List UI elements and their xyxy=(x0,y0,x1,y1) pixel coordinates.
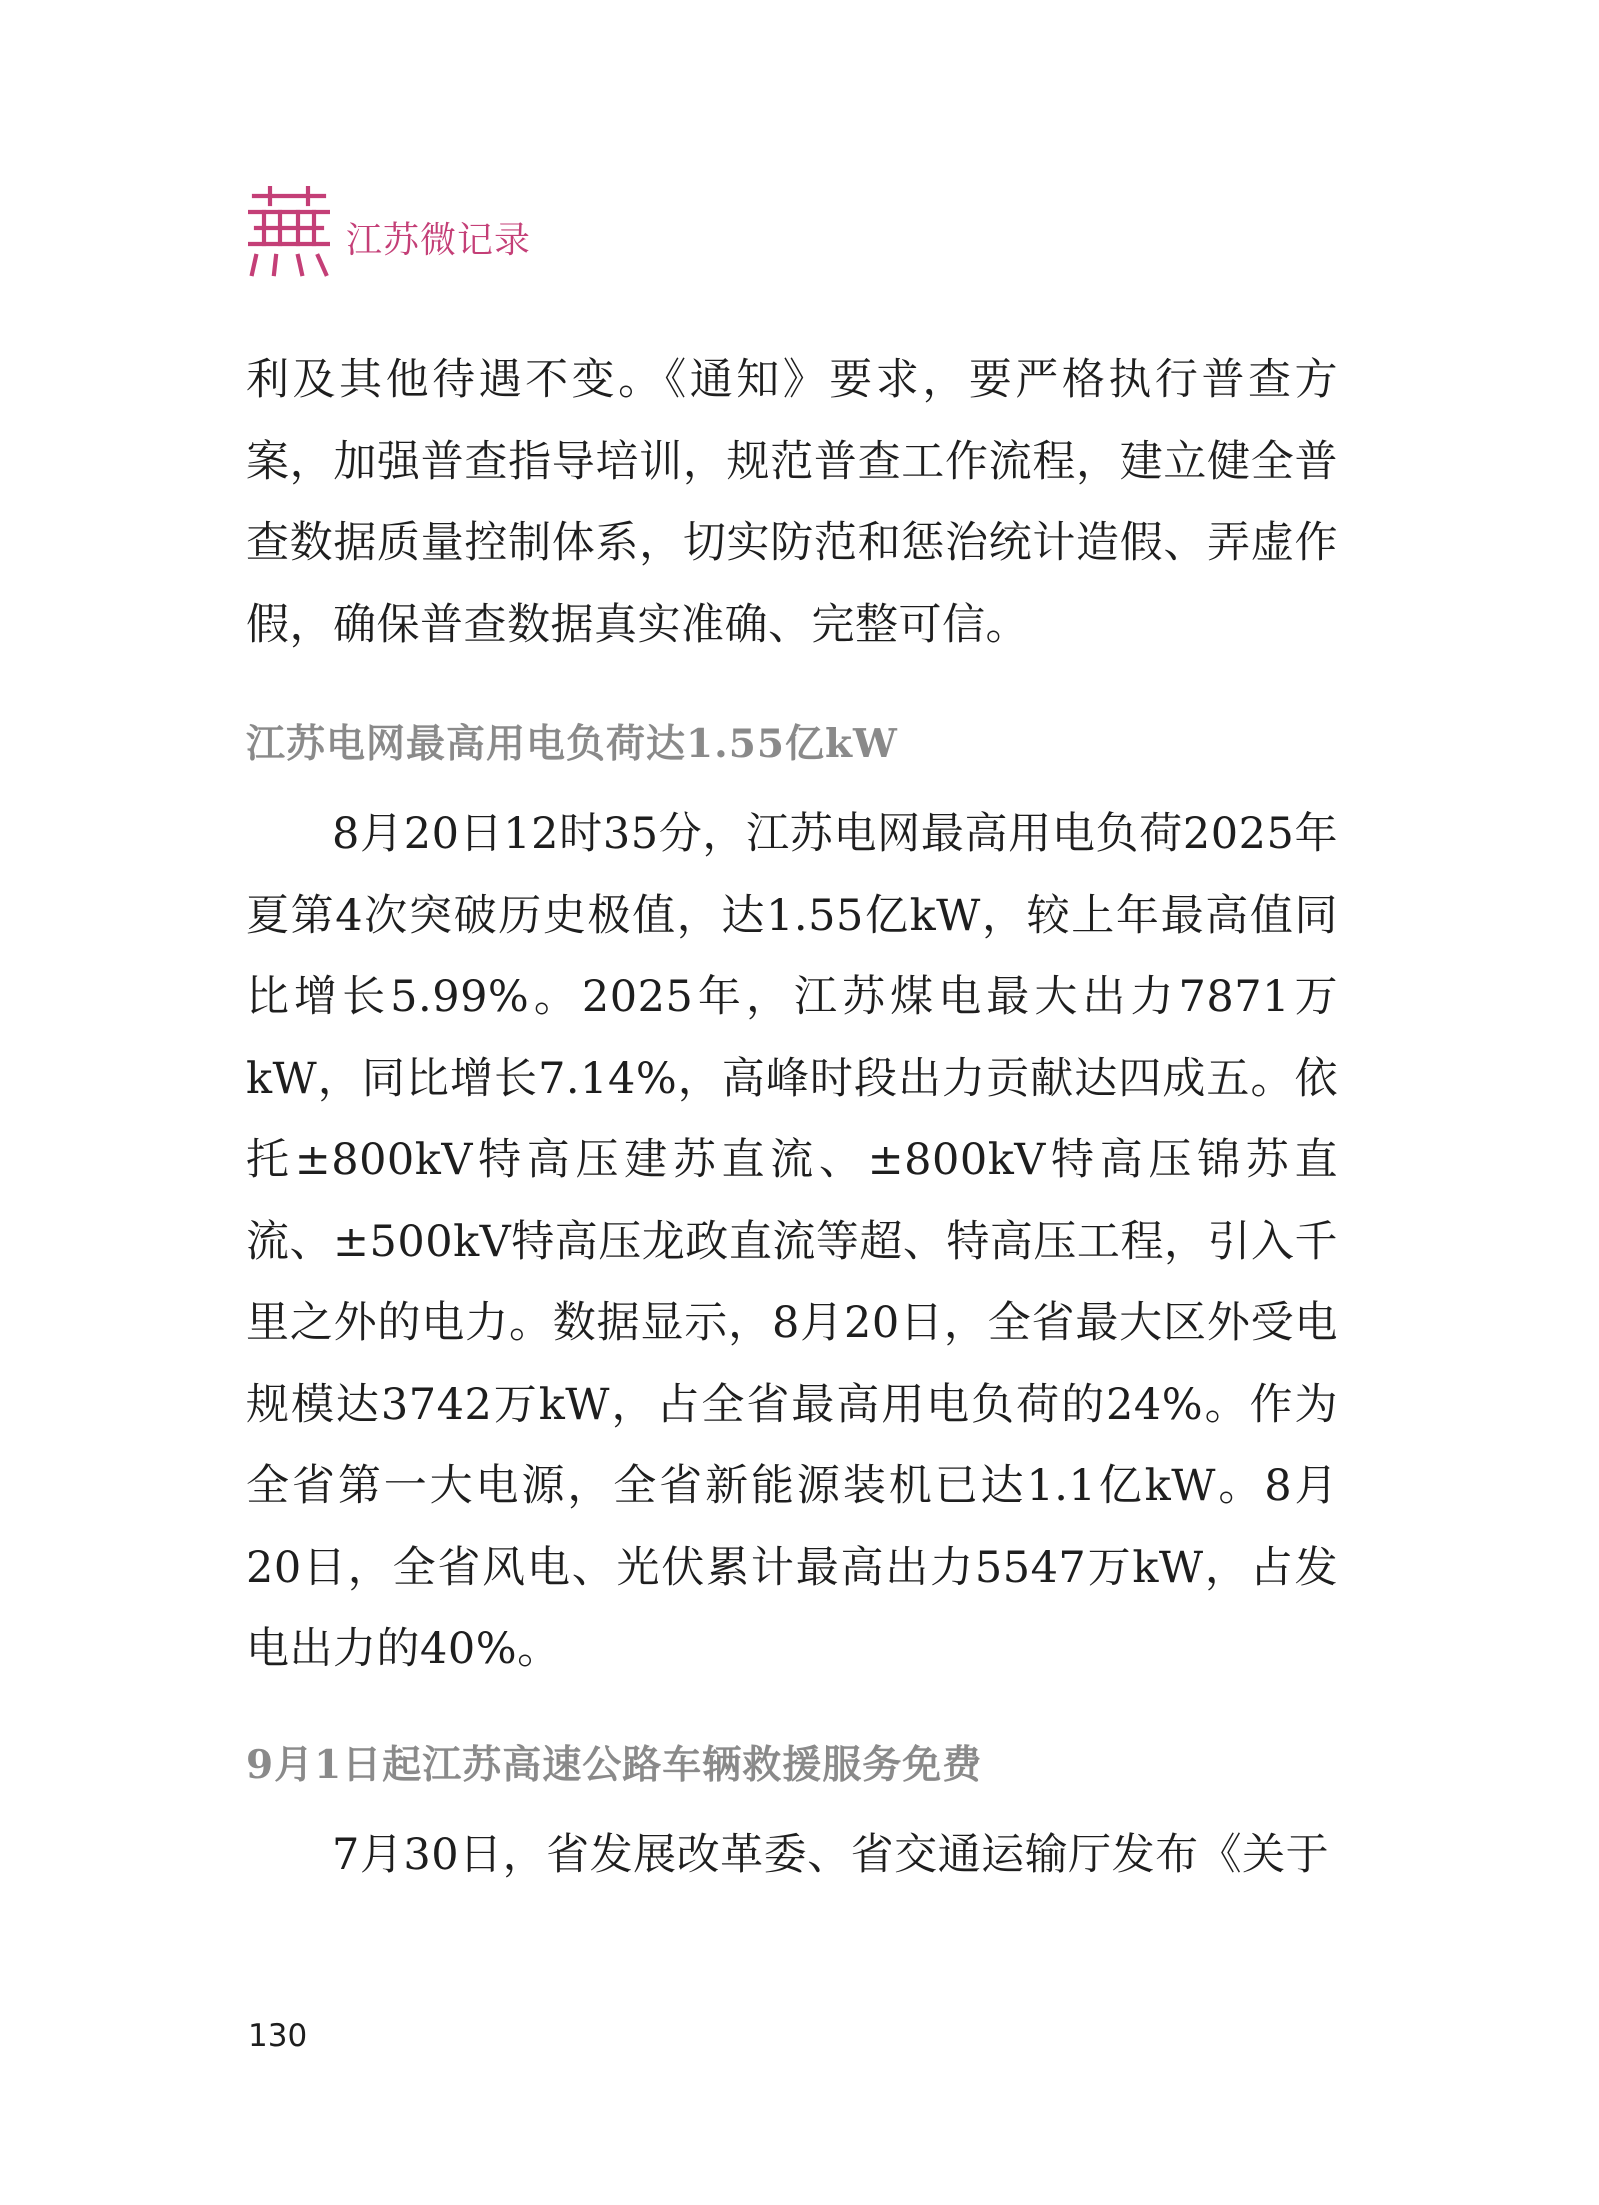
page-body xyxy=(246,340,1338,1896)
section-heading-highway-rescue: 9月1日起江苏高速公路车辆救援服务免费 xyxy=(246,1741,983,1788)
publication-title: 江苏微记录 xyxy=(346,219,532,261)
page-header xyxy=(248,186,531,278)
continuation-paragraph: 利及其他待遇不变。《通知》要求，要严格执行普查方案，加强普查指导培训，规范普查工作流程，建立健全普查数据质量控制体系，切实防范和惩治统计造假、弄虚作假，确保普查数据真实准确、完整可信。 xyxy=(246,355,1338,650)
section-body-power-grid: 8月20日12时35分，江苏电网最高用电负荷2025年夏第4次突破历史极值，达1.55亿kW，较上年最高值同比增长5.99%。2025年，江苏煤电最大出力7871万kW，同比增长7.14%，高峰时段出力贡献达四成五。依托±800kV特高压建苏直流、±800kV特高压锦苏直流、±500kV特高压龙政直流等超、特高压工程，引入千里之外的电力。数据显示，8月20日，全省最大区外受电规模达3742万kW，占全省最高用电负荷的24%。作为全省第一大电源，全省新能源装机已达1.1亿kW。8月20日，全省风电、光伏累计最高出力5547万kW，占发电出力的40%。 xyxy=(246,809,1338,1674)
section-body-highway-rescue: 7月30日，省发展改革委、省交通运输厅发布《关于 xyxy=(332,1829,1330,1880)
section-heading-power-grid: 江苏电网最高用电负荷达1.55亿kW xyxy=(246,721,898,767)
jiangsu-character-emblem-icon xyxy=(248,186,330,278)
page-number: 130 xyxy=(248,2018,308,2054)
